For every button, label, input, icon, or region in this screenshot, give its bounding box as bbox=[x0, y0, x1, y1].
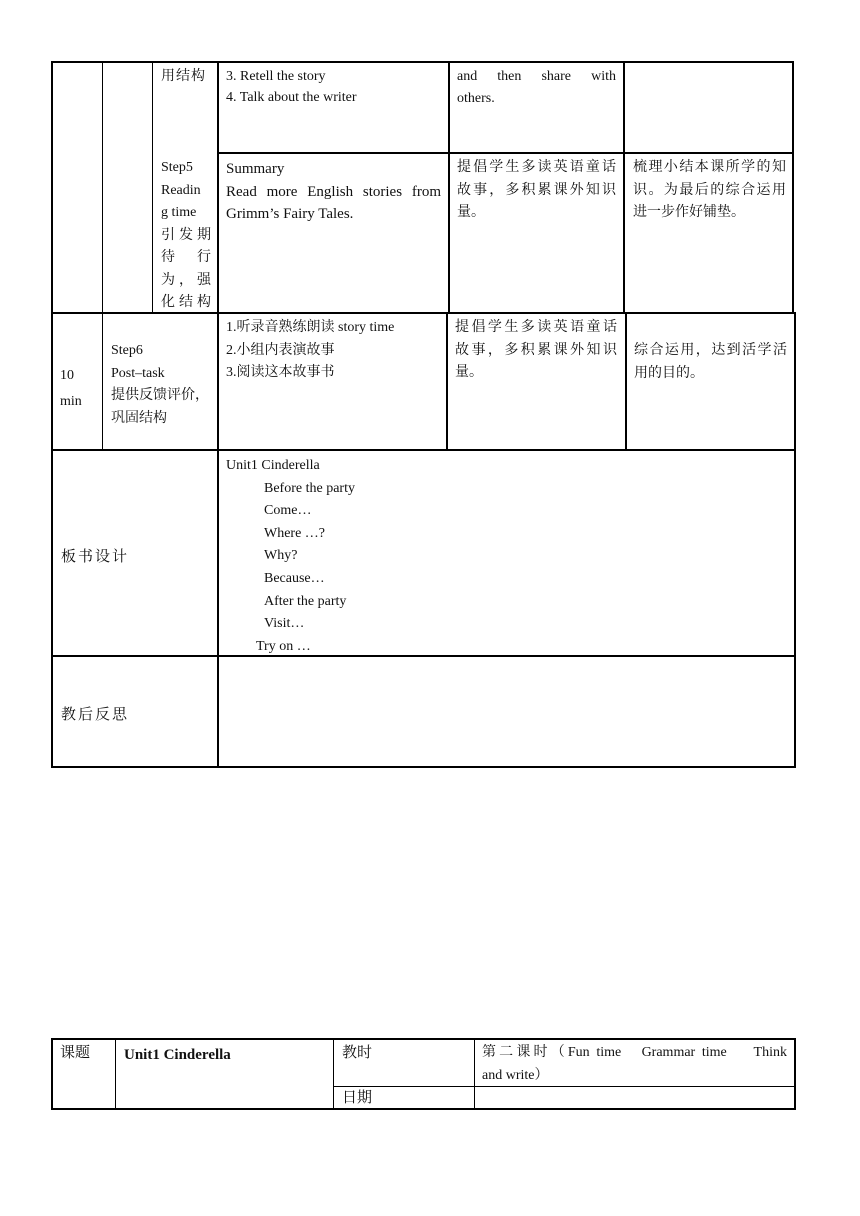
border-top bbox=[51, 61, 794, 63]
board-line: Because… bbox=[264, 570, 325, 586]
border-left bbox=[51, 61, 53, 768]
purpose-line: 提倡学生多读英语童话 bbox=[455, 320, 617, 335]
time-line: 10 bbox=[60, 368, 74, 383]
time-line: min bbox=[60, 394, 82, 409]
col-time-divider-c bbox=[102, 312, 103, 451]
purpose-line: 故事，多积累课外知识 bbox=[457, 182, 616, 198]
board-design-content bbox=[226, 455, 355, 658]
purpose-line: 故事，多积累课外知识 bbox=[455, 342, 617, 358]
board-line: Unit1 Cinderella bbox=[226, 458, 320, 473]
board-line: Come… bbox=[264, 503, 312, 519]
col-notes-divider-ab bbox=[623, 61, 625, 313]
purpose-line: and then share with bbox=[457, 69, 616, 84]
notes-line: 梳理小结本课所学的知 bbox=[633, 160, 786, 175]
notes-line: 进一步作好铺垫。 bbox=[633, 205, 745, 220]
board-line: Where …? bbox=[264, 525, 326, 541]
period-value bbox=[482, 1042, 787, 1087]
t2-border-bottom bbox=[51, 1108, 796, 1110]
row-c-activities bbox=[226, 317, 394, 385]
topic-label: 课题 bbox=[60, 1045, 91, 1061]
row-b-purpose bbox=[457, 157, 616, 225]
step-line: 为，强 bbox=[161, 272, 211, 288]
border-bottom bbox=[51, 766, 796, 768]
row-c-step-label bbox=[111, 340, 209, 430]
notes-line: 综合运用，达到活学活 bbox=[634, 343, 787, 358]
date-label: 日期 bbox=[342, 1090, 373, 1106]
col-step-divider-ab bbox=[152, 61, 153, 313]
t2-border-left bbox=[51, 1038, 53, 1110]
step-line: Readin bbox=[161, 182, 201, 198]
step-line: Step6 bbox=[111, 343, 143, 358]
row-c-notes bbox=[634, 340, 787, 385]
board-line: Visit… bbox=[264, 616, 305, 632]
col-activity-left bbox=[217, 61, 219, 768]
step-line: Step5 bbox=[161, 160, 193, 175]
activity-line: Summary bbox=[226, 161, 285, 177]
row-c-time bbox=[60, 363, 82, 415]
period-line: 第二课时（Fun time Grammar time Think bbox=[482, 1045, 787, 1060]
purpose-line: 提倡学生多读英语童话 bbox=[457, 160, 616, 175]
step-line: g time bbox=[161, 205, 197, 220]
activity-line: Read more English stories from bbox=[226, 183, 441, 200]
border-row-a-bottom bbox=[217, 152, 794, 154]
purpose-line: 量。 bbox=[457, 205, 485, 220]
row-a-purpose bbox=[457, 66, 616, 110]
period-line: and write） bbox=[482, 1067, 549, 1083]
border-board-bottom bbox=[51, 655, 796, 657]
col-time-divider-ab bbox=[102, 61, 103, 313]
col-purpose-divider-c bbox=[446, 312, 448, 451]
border-right-ab bbox=[792, 61, 794, 313]
reflection-label: 教后反思 bbox=[61, 707, 130, 723]
board-line: After the party bbox=[264, 593, 347, 609]
board-line: Why? bbox=[264, 548, 298, 564]
activity-line: 3. Retell the story bbox=[226, 69, 326, 84]
step-line: 化结构 bbox=[161, 295, 211, 310]
board-design-label: 板书设计 bbox=[61, 549, 130, 565]
t2-col-divider-3 bbox=[474, 1038, 475, 1110]
step-line: 提供反馈评价， bbox=[111, 388, 209, 403]
activity-line: 1.听录音熟练朗读 story time bbox=[226, 320, 395, 335]
row-b-step-label bbox=[161, 157, 211, 315]
row-c-purpose bbox=[455, 317, 617, 385]
col-notes-divider-c bbox=[625, 312, 627, 451]
activity-line: Grimm’s Fairy Tales. bbox=[226, 206, 354, 222]
t2-border-right bbox=[794, 1038, 796, 1110]
step-line: 巩固结构 bbox=[111, 410, 167, 426]
border-right-c bbox=[794, 312, 796, 768]
purpose-line: others. bbox=[457, 91, 495, 106]
activity-line: 3.阅读这本故事书 bbox=[226, 365, 335, 380]
activity-line: 2.小组内表演故事 bbox=[226, 342, 335, 358]
col-purpose-divider-ab bbox=[448, 61, 450, 313]
step-line: 待 行 bbox=[161, 250, 211, 265]
topic-value: Unit1 Cinderella bbox=[124, 1047, 231, 1063]
step-line: 引发期 bbox=[161, 227, 211, 243]
step-line: Post–task bbox=[111, 365, 165, 381]
border-row-c-bottom bbox=[51, 449, 796, 451]
notes-line: 识。为最后的综合运用 bbox=[633, 182, 786, 198]
row-a-step-label: 用结构 bbox=[161, 69, 206, 84]
t2-border-top bbox=[51, 1038, 796, 1040]
row-b-notes bbox=[633, 157, 786, 225]
notes-line: 用的目的。 bbox=[634, 365, 704, 381]
t2-col-divider-2 bbox=[333, 1038, 334, 1110]
activity-line: 4. Talk about the writer bbox=[226, 90, 357, 105]
board-line: Try on … bbox=[256, 638, 311, 654]
t2-col-divider-1 bbox=[115, 1038, 116, 1110]
row-b-activities bbox=[226, 158, 441, 226]
period-label: 教时 bbox=[342, 1045, 373, 1061]
purpose-line: 量。 bbox=[455, 365, 483, 380]
board-line: Before the party bbox=[264, 480, 355, 496]
row-a-activities bbox=[226, 66, 357, 108]
